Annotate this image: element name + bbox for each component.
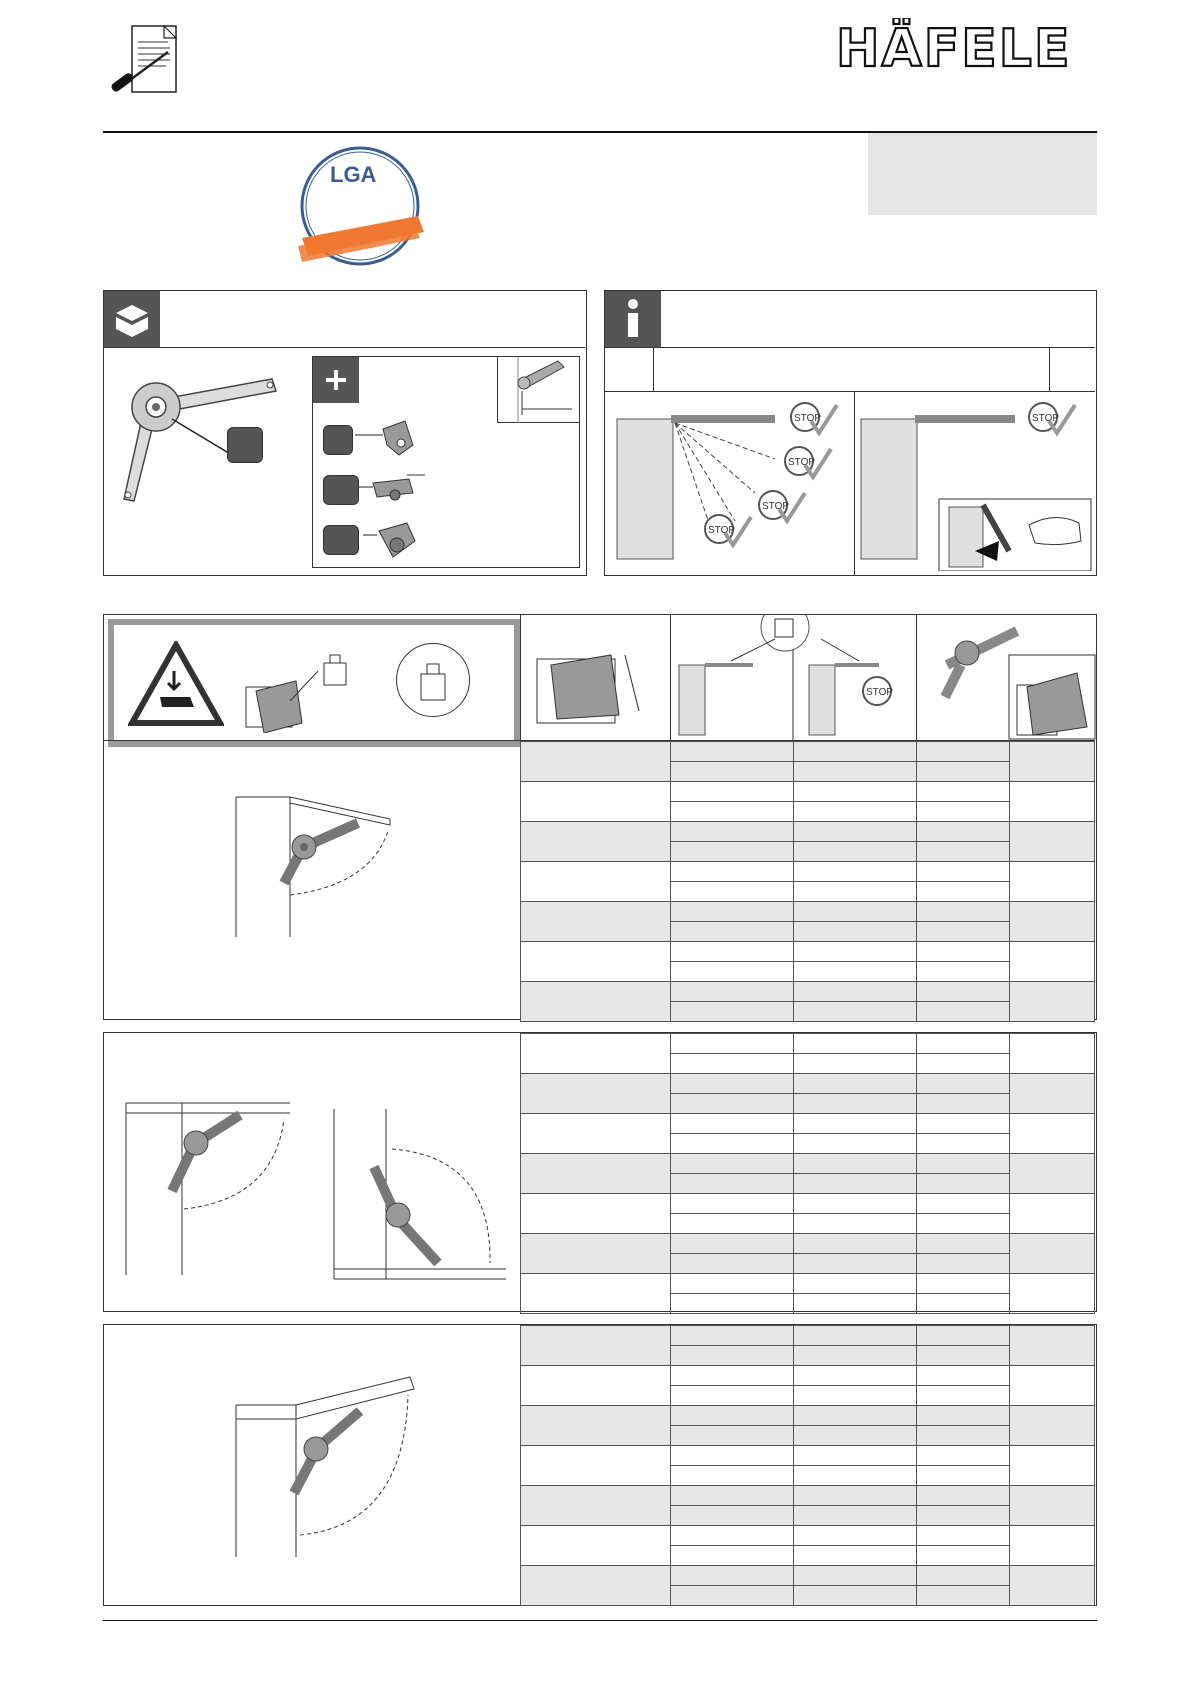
stop-check-icon xyxy=(785,447,831,477)
svg-text:STOP: STOP xyxy=(788,457,816,468)
stop-check-icon xyxy=(863,677,893,705)
spec-table-1 xyxy=(520,741,1095,1022)
lift-up-flap-diagram xyxy=(234,1375,420,1559)
document-screwdriver-icon xyxy=(108,22,182,100)
bracket-part-2 xyxy=(359,465,435,509)
part-badge-main xyxy=(227,427,263,463)
brand-name: HÄFELE xyxy=(836,19,1072,72)
weight-detail-circle xyxy=(396,643,470,717)
svg-text:STOP: STOP xyxy=(866,687,894,698)
information-icon xyxy=(605,291,661,347)
bracket-part-1 xyxy=(355,415,425,459)
part-badge-3 xyxy=(323,525,359,555)
stay-hinge-illustration xyxy=(112,361,292,511)
spec-table-3 xyxy=(520,1325,1095,1606)
brand-logo xyxy=(836,18,1098,72)
plus-icon xyxy=(313,357,359,403)
downward-flap-diagram xyxy=(332,1107,508,1283)
multi-stop-illustration xyxy=(615,401,851,571)
specification-section-1 xyxy=(103,614,1097,1020)
specification-section-3 xyxy=(103,1324,1097,1606)
stop-check-icon xyxy=(705,515,751,545)
lga-logo-text: LGA xyxy=(330,162,377,187)
svg-text:STOP: STOP xyxy=(762,501,790,512)
footer-rule xyxy=(103,1620,1097,1621)
stop-positions-header xyxy=(670,615,916,740)
warning-banner xyxy=(108,619,520,747)
stop-check-icon xyxy=(759,491,805,521)
package-contents-panel xyxy=(103,290,587,576)
single-stop-illustration xyxy=(859,401,1095,571)
package-contents-icon xyxy=(104,291,160,347)
information-panel xyxy=(604,290,1097,576)
stay-dimension-header xyxy=(916,615,1096,740)
hand-crush-warning-icon xyxy=(128,641,224,727)
cabinet-weight-illustration xyxy=(240,651,370,733)
mounting-dimension-diagram xyxy=(497,357,579,423)
part-badge-1 xyxy=(323,425,353,455)
svg-text:STOP: STOP xyxy=(1032,413,1060,424)
part-badge-2 xyxy=(323,475,359,505)
stop-check-icon xyxy=(791,403,837,433)
bracket-part-3 xyxy=(363,515,423,563)
lga-certification-badge xyxy=(292,142,432,274)
flap-opening-diagram xyxy=(230,791,410,939)
spec-table-2 xyxy=(520,1033,1095,1314)
svg-text:STOP: STOP xyxy=(708,525,736,536)
accessories-box xyxy=(312,356,580,568)
grey-info-box xyxy=(868,133,1097,215)
upward-flap-diagram xyxy=(124,1099,292,1277)
stop-check-icon xyxy=(1029,403,1075,433)
specification-section-2 xyxy=(103,1032,1097,1312)
flap-dimension-header xyxy=(520,615,670,740)
svg-text:STOP: STOP xyxy=(794,413,822,424)
